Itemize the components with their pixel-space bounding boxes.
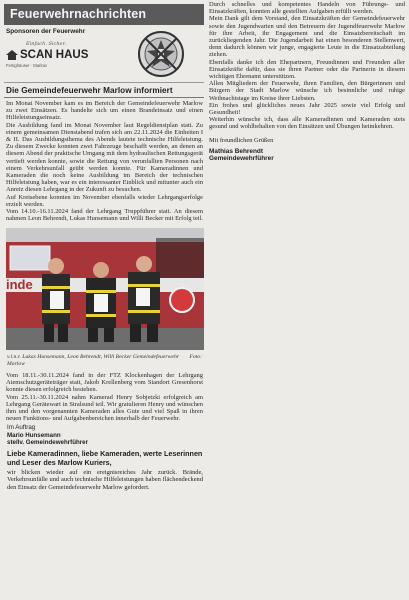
signature-name: Mathias Behrendt (209, 147, 264, 155)
article-paragraph: Vom 18.11.-30.11.2024 fand in der FTZ Klockenhagen der Lehrgang Atemschutzgeräteträger statt, Jakob Krellenberg vom Standort Gresenhorst konnte diesen erfolgreich bestehen. (6, 372, 203, 394)
right-column (207, 0, 405, 162)
sponsor-label: Sponsoren der Feuerwehr (6, 28, 86, 35)
truck-lettering: inde (6, 277, 33, 293)
house-icon (6, 50, 18, 60)
masthead-title: Feuerwehrnachrichten (4, 4, 204, 25)
right-signature (207, 144, 405, 163)
photo-illustration (6, 228, 204, 350)
article-body (4, 98, 204, 222)
right-paragraph: Ein frohes und glückliches neues Jahr 2025 sowie viel Erfolg und Gesundheit! (209, 101, 405, 117)
signature-role: Gemeindewehrführer (209, 155, 274, 163)
article-paragraph: Im Monat November kam es im Bereich der Gemeindefeuerwehr Marlow zu zwei Einsätzen. Es handelte sich um einen Brandeinsatz und einen Hilfeleistungseinsatz. (6, 100, 203, 122)
right-paragraph: Weiterhin wünsche ich, dass alle Kameradinnen und Kameraden stets gesund und wohlbehalten von den Einsätzen und Übungen heimkehren. (209, 116, 405, 131)
right-paragraph: Allen Mitgliedern der Feuerwehr, ihren Familien, den Bürgerinnen und Bürgern der Stadt Marlow wünsche ich besinnliche und ruhige Weihnachtstage im Kreise ihrer Liebsten. (209, 80, 405, 102)
signoff: Im Auftrag (7, 424, 36, 432)
fire-brigade-emblem-icon (136, 29, 186, 79)
photo-caption (4, 350, 204, 368)
scanhaus-logo (6, 49, 88, 61)
left-column (4, 4, 204, 491)
right-paragraph: Durch schnelles und kompetentes Handeln von Führungs- und Einsatzkräften, konnten alle gestellten Aufgaben erfüllt werden. (209, 1, 405, 16)
right-body (207, 0, 405, 131)
article-paragraph: Vom 14.10.-16.11.2024 fand der Lehrgang Truppführer statt. An diesem nahmen Leon Behrendt, Lukas Hunsemann und Willi Becker mit Erfolg teil. (6, 208, 203, 223)
right-paragraph: Mein Dank gilt dem Vorstand, den Einsatzkräften der Gemeindefeuerwehr sowie den Jugendwarten und den Betreuern der Jugendfeuerwehr Marlow für ihre Arbeit, ihr Engagement und die Einsatzbereitschaft im zurückliegenden Jahr. Die Jugendarbeit hat einen besonderen Stellenwert, denn dadurch können wir junge, engagierte Leute in die Einsatzabteilung ziehen. (209, 15, 405, 59)
brand-sub: Fertighäuser · Marlow (6, 63, 47, 68)
brand-name: SCAN HAUS (20, 49, 89, 61)
photo-credit: Foto: (189, 354, 202, 361)
article2-body (4, 368, 204, 422)
signature-role: stellv. Gemeindewehrführer (7, 438, 89, 446)
signature-name: Mario Hunsemann (7, 431, 61, 439)
greeting-title: Liebe Kameradinnen, liebe Kameraden, werte Leserinnen und Leser des Marlow Kuriers, (7, 449, 203, 467)
caption-text: v.l.n.r. Lukas Hunsemann, Leon Behrendt, Willi Becker Gemeindefeuerwehr Marlow (7, 354, 180, 368)
article-paragraph: Die Ausbildung fand im Monat November laut Regeldienstplan statt. Zu einem gemeinsamen Dienstabend trafen sich am 22.11.2024 die Einheiten I & II. Das Ausbildungsthema des Abends lautete technische Hilfeleistung. Zu diesem Zwecke konnten zwei Fahrzeuge beschafft werden, an denen an diesem Abend der praktische Umgang mit dem hydraulischen Rettungsgerät vertieft werden konnte, sowie die Rettung von verunfallten Personen nach einem Verkehrsunfall geübt werden konnte. Für Kameradinnen und Kameraden die noch keine Ausbildung im Bereich der technischen Hilfeleistung haben, war es ein interessanter Einblick und mitunter auch ein Anreiz diesen Lehrgang in der Zukunft zu besuchen. (6, 121, 203, 194)
closing-line: Mit freundlichen Grüßen (209, 136, 274, 144)
sponsor-box (4, 25, 204, 83)
brand-script: Einfach. Sicher. (26, 41, 66, 47)
greeting-text: wir blicken wieder auf ein ereignisreiches Jahr zurück. Brände, Verkehrsunfälle und auch technische Hilfeleistungen haben flächendeckend den Einsatz der Gemeindefeuerwehr Marlow gefordert. (7, 469, 203, 491)
article-paragraph: Auf Kreisebene konnten im November ebenfalls wieder Lehrgangserfolge erzielt werden. (6, 193, 203, 208)
right-paragraph: Ebenfalls danke ich den Ehepartnern, Freundinnen und Freunden aller Einsatzkräfte dafür, dass sie ihren Partner oder die Partnerin in diesem wichtigen Ehrenamt unterstützen. (209, 58, 405, 81)
article-paragraph: Vom 25.11.-30.11.2024 nahm Kamerad Henry Sobjetzki erfolgreich am Lehrgang Gerätewart in Stralsund teil. Wir gratulieren Henry und wünschen ihm und den vorgenannten Kameraden alles Gute und viel Spaß in ihren neuen Funktions- und Aufgabenbereichen innerhalb der Feuerwehr. (6, 393, 203, 423)
article-headline: Die Gemeindefeuerwehr Marlow informiert (4, 83, 204, 98)
article2-signature (4, 422, 204, 446)
team-photo (6, 228, 204, 350)
